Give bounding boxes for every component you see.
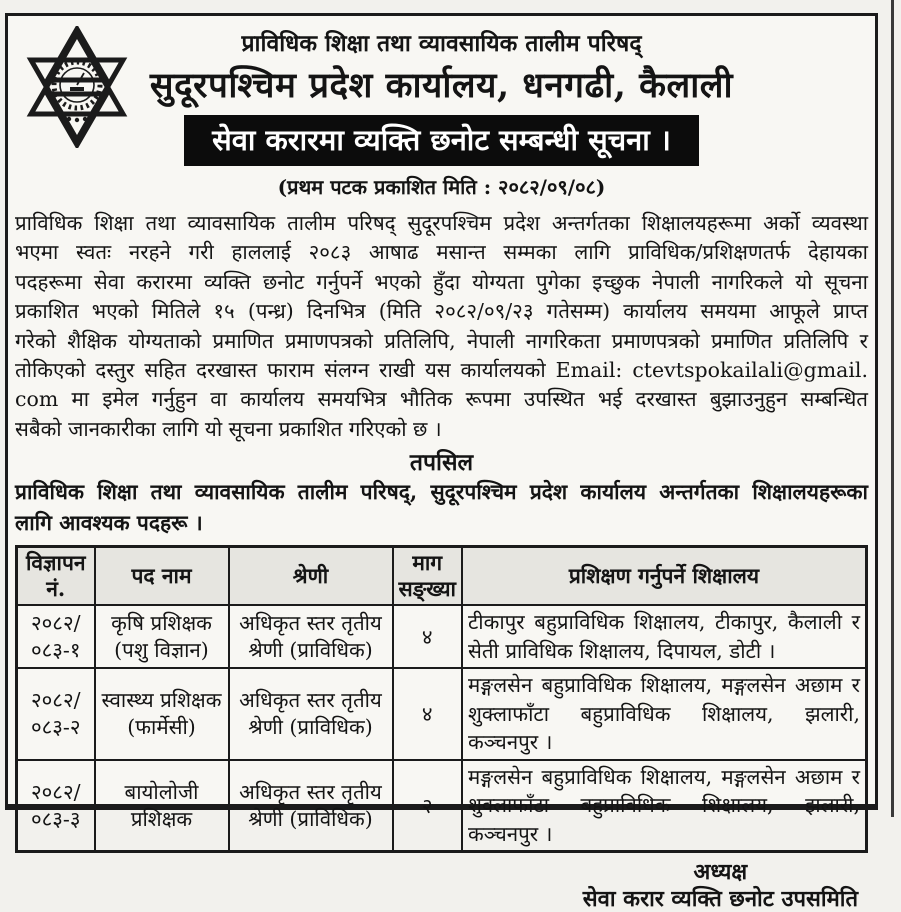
cell-grade: अधिकृत स्तर तृतीय श्रेणी (प्राविधिक)	[229, 668, 393, 760]
ctevt-logo	[16, 26, 138, 148]
col-header-post: पद नाम	[95, 547, 229, 606]
col-header-schools: प्रशिक्षण गर्नुपर्ने शिक्षालय	[462, 547, 867, 606]
tapasil-intro-line-1: प्राविधिक शिक्षा तथा व्यावसायिक तालीम परिषद्, सुदूरपश्चिम प्रदेश कार्यालय अन्तर्गतका शिक्षालयहरूका	[15, 479, 868, 505]
adv-no-line-1: २०८२/	[30, 779, 81, 804]
adv-no-line-1: २०८२/	[30, 688, 81, 712]
adv-no-line-2: ०८३-१	[30, 637, 81, 662]
col-header-count: माग सङ्ख्या	[393, 547, 462, 606]
committee-name: सेवा करार व्यक्ति छनोट उपसमिति	[582, 886, 858, 912]
cell-post: कृषि प्रशिक्षक (पशु विज्ञान)	[95, 605, 229, 668]
cell-schools: टीकापुर बहुप्राविधिक शिक्षालय, टीकापुर, कैलाली र सेती प्राविधिक शिक्षालय, दिपायल, डोटी ।	[462, 605, 867, 668]
tapasil-intro	[15, 477, 868, 538]
cell-schools: मङ्गलसेन बहुप्राविधिक शिक्षालय, मङ्गलसेन अछाम र शुक्लाफाँटा बहुप्राविधिक शिक्षालय, झलारी, कञ्चनपुर ।	[462, 760, 867, 852]
cell-post: बायोलोजी प्रशिक्षक	[95, 760, 229, 852]
organization-name: प्राविधिक शिक्षा तथा व्यावसायिक तालीम परिषद्	[241, 30, 642, 57]
tapasil-intro-line-2: लागि आवश्यक पदहरू ।	[15, 509, 203, 535]
table-row	[17, 605, 867, 668]
cell-grade: अधिकृत स्तर तृतीय श्रेणी (प्राविधिक)	[229, 605, 393, 668]
cell-count: ४	[393, 605, 462, 668]
newspaper-column-rule	[891, 0, 894, 817]
office-name: सुदूरपश्चिम प्रदेश कार्यालय, धनगढी, कैलाली	[149, 65, 734, 106]
notice-body	[15, 209, 868, 444]
col-header-grade: श्रेणी	[229, 547, 393, 606]
table-row	[17, 760, 867, 852]
header-row	[17, 547, 867, 606]
adv-no-line-2: ०८३-३	[30, 806, 81, 831]
cell-schools: मङ्गलसेन बहुप्राविधिक शिक्षालय, मङ्गलसेन अछाम र शुक्लाफाँटा बहुप्राविधिक शिक्षालय, झलारी, कञ्चनपुर ।	[462, 668, 867, 760]
table-row	[17, 668, 867, 760]
cell-count: २	[393, 760, 462, 852]
adv-no-line-2: ०८३-२	[30, 715, 81, 739]
banner-row	[15, 115, 868, 166]
cell-grade: अधिकृत स्तर तृतीय श्रेणी (प्राविधिक)	[229, 760, 393, 852]
notice-frame	[5, 13, 878, 912]
body-line-2: भएमा स्वतः नरहने गरी हाललाई २०८३ आषाढ मसान्त सम्मका लागि प्राविधिक/प्रशिक्षणतर्फ देहायका	[15, 240, 868, 265]
body-line-8: सबैको जानकारीका लागि यो सूचना प्रकाशित गरिएको छ ।	[15, 416, 442, 441]
cell-count: ४	[393, 668, 462, 760]
col-header-adv-no: विज्ञापन नं.	[17, 547, 95, 606]
vacancy-table	[15, 545, 868, 853]
cell-adv-no	[17, 605, 95, 668]
tapasil-heading: तपसिल	[409, 449, 474, 477]
vacancy-table-header	[17, 547, 867, 606]
body-line-1: प्राविधिक शिक्षा तथा व्यावसायिक तालीम परिषद् सुदूरपश्चिम प्रदेश अन्तर्गतका शिक्षालयहरूमा अर्को व्यवस्था	[15, 211, 868, 235]
notice-header	[15, 26, 868, 200]
published-date-line: (प्रथम पटक प्रकाशित मिति : २०८२/०९/०८)	[277, 175, 606, 199]
body-line-7: com मा इमेल गर्नुहुन वा कार्यालय समयभित्र भौतिक रूपमा उपस्थित भई दरखास्त बुझाउनुहुन सम्बन्धित	[15, 387, 868, 412]
six-pointed-star-icon	[16, 26, 138, 148]
body-line-3: पदहरूमा सेवा करारमा व्यक्ति छनोट गर्नुपर्ने भएको हुँदा योग्यता पुगेका इच्छुक नेपाली नागरिकले यो सूचना	[15, 269, 868, 294]
signature-area	[15, 860, 868, 912]
signatory-title: अध्यक्ष	[693, 859, 748, 886]
body-line-4: प्रकाशित भएको मितिले १५ (पन्ध्र) दिनभित्र (मिति २०८२/०९/२३ गतेसम्म) कार्यालय समयमा आफूले प्राप्त	[15, 299, 868, 324]
cell-adv-no	[17, 760, 95, 852]
vacancy-table-body	[17, 605, 867, 852]
body-line-5: गरेको शैक्षिक योग्यताको प्रमाणित प्रमाणपत्रको प्रतिलिपि, नेपाली नागरिकता प्रमाणपत्रको प्रमाणित प्रतिलिपि र	[15, 328, 868, 353]
cell-post: स्वास्थ्य प्रशिक्षक (फार्मेसी)	[95, 668, 229, 760]
adv-no-line-1: २०८२/	[30, 610, 81, 635]
body-line-6: तोकिएको दस्तुर सहित दरखास्त फाराम संलग्न राखी यस कार्यालयको Email: ctevtspokailali@gmail.	[15, 358, 868, 383]
cell-adv-no	[17, 668, 95, 760]
signature-block	[583, 860, 858, 912]
notice-title-banner: सेवा करारमा व्यक्ति छनोट सम्बन्धी सूचना ।	[184, 115, 699, 166]
